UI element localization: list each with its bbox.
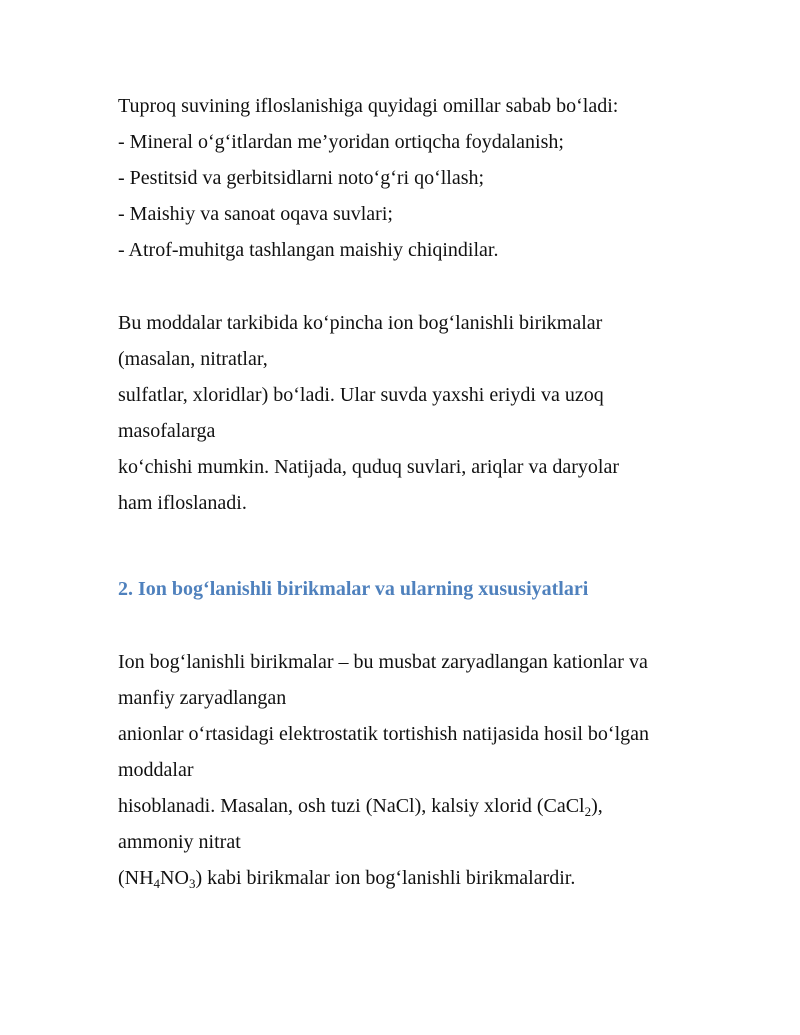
section-heading: 2. Ion bog‘lanishli birikmalar va ularning xususiyatlari [118, 578, 589, 600]
paragraph-intro: Tuproq suvining ifloslanishiga quyidagi omillar sabab bo‘ladi: [118, 95, 619, 117]
text-run: (NH [118, 867, 154, 889]
list-item: - Atrof-muhitga tashlangan maishiy chiqindilar. [118, 239, 499, 261]
paragraph-line: Bu moddalar tarkibida ko‘pincha ion bog‘lanishli birikmalar [118, 312, 603, 334]
paragraph-line: (masalan, nitratlar, [118, 348, 268, 370]
text-run: NO [160, 867, 189, 889]
subscript: 3 [188, 876, 196, 891]
paragraph-line: masofalarga [118, 420, 216, 442]
paragraph-line: ko‘chishi mumkin. Natijada, quduq suvlari, ariqlar va daryolar [118, 456, 619, 478]
paragraph-line [118, 866, 575, 890]
paragraph-line: ammoniy nitrat [118, 831, 241, 853]
paragraph-line: Ion bog‘lanishli birikmalar – bu musbat zaryadlangan kationlar va [118, 651, 648, 673]
subscript: 4 [153, 876, 161, 891]
list-item: - Maishiy va sanoat oqava suvlari; [118, 203, 393, 225]
paragraph-line: anionlar o‘rtasidagi elektrostatik tortishish natijasida hosil bo‘lgan [118, 723, 649, 745]
paragraph-line: manfiy zaryadlangan [118, 687, 287, 709]
paragraph-line [118, 794, 603, 818]
subscript: 2 [584, 804, 592, 819]
paragraph-line: moddalar [118, 759, 194, 781]
paragraph-line: sulfatlar, xloridlar) bo‘ladi. Ular suvda yaxshi eriydi va uzoq [118, 384, 604, 406]
list-item: - Pestitsid va gerbitsidlarni noto‘g‘ri qo‘llash; [118, 167, 485, 189]
text-run: ), [591, 795, 603, 817]
list-item: - Mineral o‘g‘itlardan me’yoridan ortiqcha foydalanish; [118, 131, 564, 153]
text-run: ) kabi birikmalar ion bog‘lanishli birikmalardir. [195, 867, 576, 889]
text-run: hisoblanadi. Masalan, osh tuzi (NaCl), kalsiy xlorid (CaCl [118, 795, 585, 817]
paragraph-line: ham ifloslanadi. [118, 492, 247, 514]
